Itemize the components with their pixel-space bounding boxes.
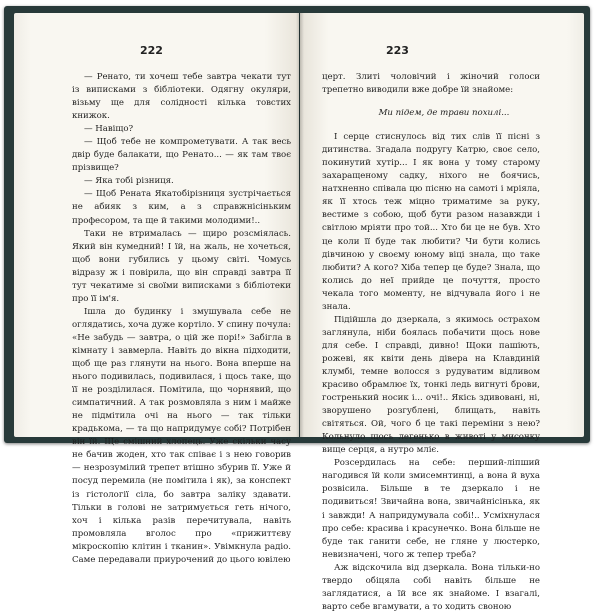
paragraph: Аж відскочила від дзеркала. Вона тільки-но твердо обіцяла собі навіть більше не заглядатися, а їй все як знайоме. І взагалі, варто себе вгамувати, а то ходить своною: [322, 562, 540, 612]
paragraph: Таки не втрималась — щиро розсміялась. Який він кумедний! І їй, на жаль, не хочеться, щоб вони губились у цьому світі. Чомусь відразу ж і повірила, що він справді завтра її тут чекатиме зі своїми виписками з бібліотеки про її ім'я.: [72, 228, 291, 304]
paragraph-continued: церт. Злиті чоловічий і жіночий голоси трепетно виводили вже добре їй знайоме:: [322, 72, 540, 96]
right-page-text: [322, 71, 540, 614]
right-page: [300, 13, 584, 612]
paragraph: — Яка тобі різниця.: [84, 176, 174, 187]
paragraph: — Ренато, ти хочеш тебе завтра чекати тут із виписками з бібліотеки. Одягну окуляри, візьму ще для солідності кілька товстих книжок.: [72, 72, 291, 122]
paragraph: — Щоб Рената Якатобірізниця зустрічається не абияк з ким, а з справжнісіньким професором, та ще й такими молодими!..: [72, 189, 291, 226]
paragraph: — Навіщо?: [84, 124, 134, 135]
paragraph: Підійшла до дзеркала, з якимось острахом заглянула, ніби боялась побачити щось нове для себе. І справді, дивно! Щоки пашіють, рожеві, як квіти день дівера на Клавдиній клумбі, темне волосся з рудуватим відливом красиво обрамлює їх, тонкі ледь вигнуті брови, гостренький носик і... очі!.. Якісь здивовані, ні, зворушено розгублені, блищать, навіть світяться. Ой, чого б це такі переміни з нею? Кольнуло щось легенько в животі у мисочку вище серця, а нутро мліє.: [322, 314, 540, 456]
paragraph: Розсердилась на себе: перший-ліпший нагодився їй коли змисемнтинці, а вона й вуха розвісила. Більше в те дзеркало і не подивиться! Звичайна вона, звичайнісінька, як і завжди! А напридумувала собі!.. Усміхнулася про себе: красива і красунечко. Вона більше не буде так ганити себе, не гляне у люстерко, невизначені, чого ж тепер треба?: [322, 458, 540, 560]
left-page: [14, 13, 299, 565]
page-number-right: 223: [386, 44, 409, 57]
book-gutter: [296, 13, 304, 437]
song-verse-line: Ми підем, де трави похилі...: [378, 108, 510, 119]
paragraph: Ішла до будинку і змушувала себе не оглядатись, хоча дуже кортіло. У спину почула: «Не забудь — завтра, о цій же порі!» Забігла в кімнату і завмерла. Навіть до вікна підходити, щоб ще раз глянути на нього. Вона вперше на нього подивилась, подивилася, і щось таке, що її не розділилася. Помітила, що чорнявий, що симпатичний. А так розмовляла з ним і майже не підмітила очі на нього — так тільки крадькома, — та що напридумує собі? Потрібен він їй. Ще смішний хлопець. Уже скільки часу не бачив жоден, хто так співає і з нею говорив — незрозумілий трепет втішно збурив її. Уже й посуд перемила (не помітила і як), за конспект із гістології сіла, бо завтра заліку здавати. Тільки в голові не затримується геть нічого, хоч і кілька разів перечитувала, навіть промовляла вголос про «прижиттєву мікроскопію клітин і тканин». Увімкнула радіо. Саме передавали приурочений до цього ювілею: [72, 306, 291, 565]
left-page-text: [72, 71, 291, 567]
paragraph: — Щоб тебе не компрометувати. А так весь двір буде балакати, що Ренато... — як там твоє прізвище?: [72, 137, 291, 174]
paragraph: І серце стиснулось від тих слів її пісні з дитинства. Згадала подругу Катрю, своє село, покинутий хутір... І як вона у тому старому захаращеному садку, ніхого не боячись, натхненно співала цю пісню на самоті і мріяла, як її хтось теж міцно триматиме за руку, вестиме з собою, щоб бути разом назавжди і світлою мріяти про той... Хто би це не був. Хто це коли її буде так любити? Чи бути колись дівчиною у своєму юному віці знала, що таке любити? А кого? Хіба тепер це буде? Знала, що колись до неї прийде це почуття, просто чекала того моменту, не відчувала його і не знала.: [322, 132, 540, 312]
page-number-left: 222: [140, 44, 163, 57]
